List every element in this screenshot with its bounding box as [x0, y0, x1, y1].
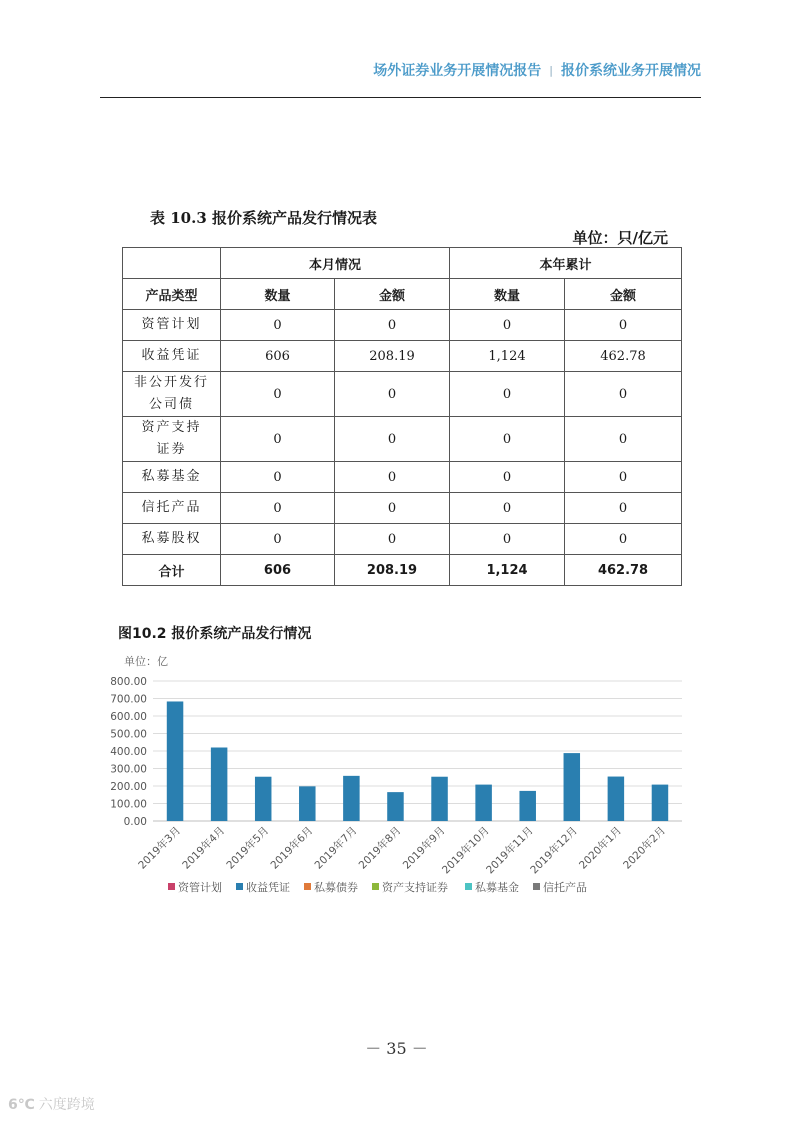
bar-1: [167, 701, 184, 821]
row-label: [123, 493, 221, 524]
cell-month-amount: 0: [335, 524, 450, 555]
row-label: [123, 417, 221, 462]
bar-5: [343, 776, 360, 821]
issuance-table: [122, 247, 682, 586]
y-tick-label: 500.00: [110, 728, 147, 741]
y-tick-label: 700.00: [110, 693, 147, 706]
cell-month-amount: 208.19: [335, 341, 450, 372]
row-label-line: 公司债: [148, 397, 194, 412]
legend-swatch: [168, 883, 175, 890]
cell-month-amount: 0: [335, 417, 450, 462]
row-label-line: 私募股权: [141, 531, 202, 546]
running-header: [373, 60, 701, 80]
row-label-line: 私募基金: [141, 469, 202, 484]
cell-ytd-amount: 462.78: [565, 341, 682, 372]
cell-month-count: 606: [221, 341, 335, 372]
header-rule: [100, 97, 701, 98]
group-header-row: [123, 248, 682, 279]
legend-label: 私募债券: [314, 881, 358, 894]
group-header-month: 本月情况: [221, 248, 450, 279]
total-ytd-count: 1,124: [450, 555, 565, 586]
running-header-report: 场外证券业务开展情况报告: [373, 63, 542, 79]
cell-ytd-amount: 0: [565, 417, 682, 462]
x-tick-label: 2019年7月: [312, 824, 360, 872]
row-label: [123, 341, 221, 372]
legend-swatch: [236, 883, 243, 890]
cell-ytd-count: 0: [450, 524, 565, 555]
cell-month-count: 0: [221, 310, 335, 341]
cell-ytd-count: 0: [450, 310, 565, 341]
group-header-blank: [123, 248, 221, 279]
total-ytd-amount: 462.78: [565, 555, 682, 586]
cell-ytd-amount: 0: [565, 462, 682, 493]
x-tick-label: 2019年4月: [180, 824, 228, 872]
cell-month-count: 0: [221, 462, 335, 493]
x-tick-label: 2020年1月: [577, 824, 624, 872]
x-tick-label: 2019年10月: [440, 824, 492, 877]
row-label: [123, 524, 221, 555]
col-header-ytd-amount: 金额: [565, 279, 682, 310]
col-header-ytd-count: 数量: [450, 279, 565, 310]
legend-label: 资管计划: [178, 881, 222, 894]
bar-12: [652, 785, 669, 821]
row-label-line: 证券: [156, 442, 187, 457]
row-label: [123, 310, 221, 341]
total-label: 合计: [123, 555, 221, 586]
x-tick-label: 2019年6月: [268, 824, 316, 872]
total-month-amount: 208.19: [335, 555, 450, 586]
x-tick-label: 2019年12月: [528, 824, 580, 877]
bar-3: [255, 777, 271, 821]
x-tick-label: 2019年11月: [484, 824, 536, 877]
column-header-row: [123, 279, 682, 310]
page-number: － 35 －: [365, 1039, 428, 1058]
running-header-separator: |: [549, 64, 553, 77]
legend-swatch: [372, 883, 379, 890]
total-month-count: 606: [221, 555, 335, 586]
cell-month-amount: 0: [335, 462, 450, 493]
col-header-month-count: 数量: [221, 279, 335, 310]
bar-4: [299, 786, 316, 821]
row-label: [123, 372, 221, 417]
table-row: [123, 310, 682, 341]
figure-caption: 图10.2 报价系统产品发行情况: [118, 626, 312, 642]
row-label-line: 收益凭证: [141, 348, 202, 363]
cell-ytd-count: 0: [450, 462, 565, 493]
legend-label: 信托产品: [543, 881, 587, 894]
cell-ytd-count: 0: [450, 493, 565, 524]
table-row: [123, 462, 682, 493]
cell-ytd-count: 0: [450, 417, 565, 462]
y-tick-label: 400.00: [110, 746, 147, 758]
y-tick-label: 300.00: [110, 763, 147, 776]
watermark-text: 六度跨境: [38, 1097, 95, 1113]
x-tick-label: 2019年5月: [224, 824, 272, 872]
cell-ytd-amount: 0: [565, 524, 682, 555]
col-header-month-amount: 金额: [335, 279, 450, 310]
cell-month-amount: 0: [335, 493, 450, 524]
chart-unit-label: 单位：亿: [124, 655, 168, 668]
bar-9: [519, 791, 536, 821]
cell-month-count: 0: [221, 417, 335, 462]
bar-2: [211, 748, 228, 822]
issuance-bar-chart: [110, 650, 700, 910]
table-row: [123, 493, 682, 524]
legend-label: 私募基金: [475, 881, 519, 894]
table-row: [123, 341, 682, 372]
table-row: [123, 417, 682, 462]
bar-8: [475, 785, 492, 821]
legend-label: 资产支持证券: [382, 881, 448, 894]
y-tick-label: 800.00: [110, 676, 147, 688]
row-label-line: 资管计划: [141, 317, 202, 332]
cell-month-count: 0: [221, 372, 335, 417]
row-label-line: 资产支持: [141, 420, 202, 435]
cell-ytd-count: 1,124: [450, 341, 565, 372]
table-row: [123, 372, 682, 417]
cell-ytd-amount: 0: [565, 372, 682, 417]
legend-swatch: [465, 883, 472, 890]
y-tick-label: 200.00: [110, 781, 147, 793]
bar-11: [608, 777, 625, 821]
y-tick-label: 100.00: [110, 798, 147, 811]
running-header-section: 报价系统业务开展情况: [561, 63, 701, 79]
cell-ytd-amount: 0: [565, 493, 682, 524]
table-unit: 单位：只/亿元: [572, 229, 668, 247]
bar-7: [431, 777, 448, 821]
row-label: [123, 462, 221, 493]
x-tick-label: 2019年9月: [400, 824, 448, 872]
bar-10: [564, 753, 581, 821]
bar-6: [387, 792, 404, 821]
table-caption: 表 10.3 报价系统产品发行情况表: [150, 209, 377, 227]
watermark: [8, 1094, 95, 1114]
total-row: [123, 555, 682, 586]
col-header-type: 产品类型: [123, 279, 221, 310]
cell-ytd-amount: 0: [565, 310, 682, 341]
cell-month-count: 0: [221, 493, 335, 524]
row-label-line: 信托产品: [141, 500, 202, 515]
x-tick-label: 2019年3月: [136, 824, 184, 872]
legend-label: 收益凭证: [246, 881, 290, 894]
legend-swatch: [304, 883, 311, 890]
legend-swatch: [533, 883, 540, 890]
x-tick-label: 2019年8月: [356, 824, 404, 872]
y-tick-label: 0.00: [123, 816, 147, 828]
row-label-line: 非公开发行: [133, 375, 209, 390]
table-row: [123, 524, 682, 555]
cell-ytd-count: 0: [450, 372, 565, 417]
cell-month-amount: 0: [335, 310, 450, 341]
watermark-logo: 6℃: [8, 1097, 35, 1113]
cell-month-amount: 0: [335, 372, 450, 417]
y-tick-label: 600.00: [110, 711, 147, 723]
x-tick-label: 2020年2月: [621, 824, 669, 872]
cell-month-count: 0: [221, 524, 335, 555]
group-header-ytd: 本年累计: [450, 248, 682, 279]
